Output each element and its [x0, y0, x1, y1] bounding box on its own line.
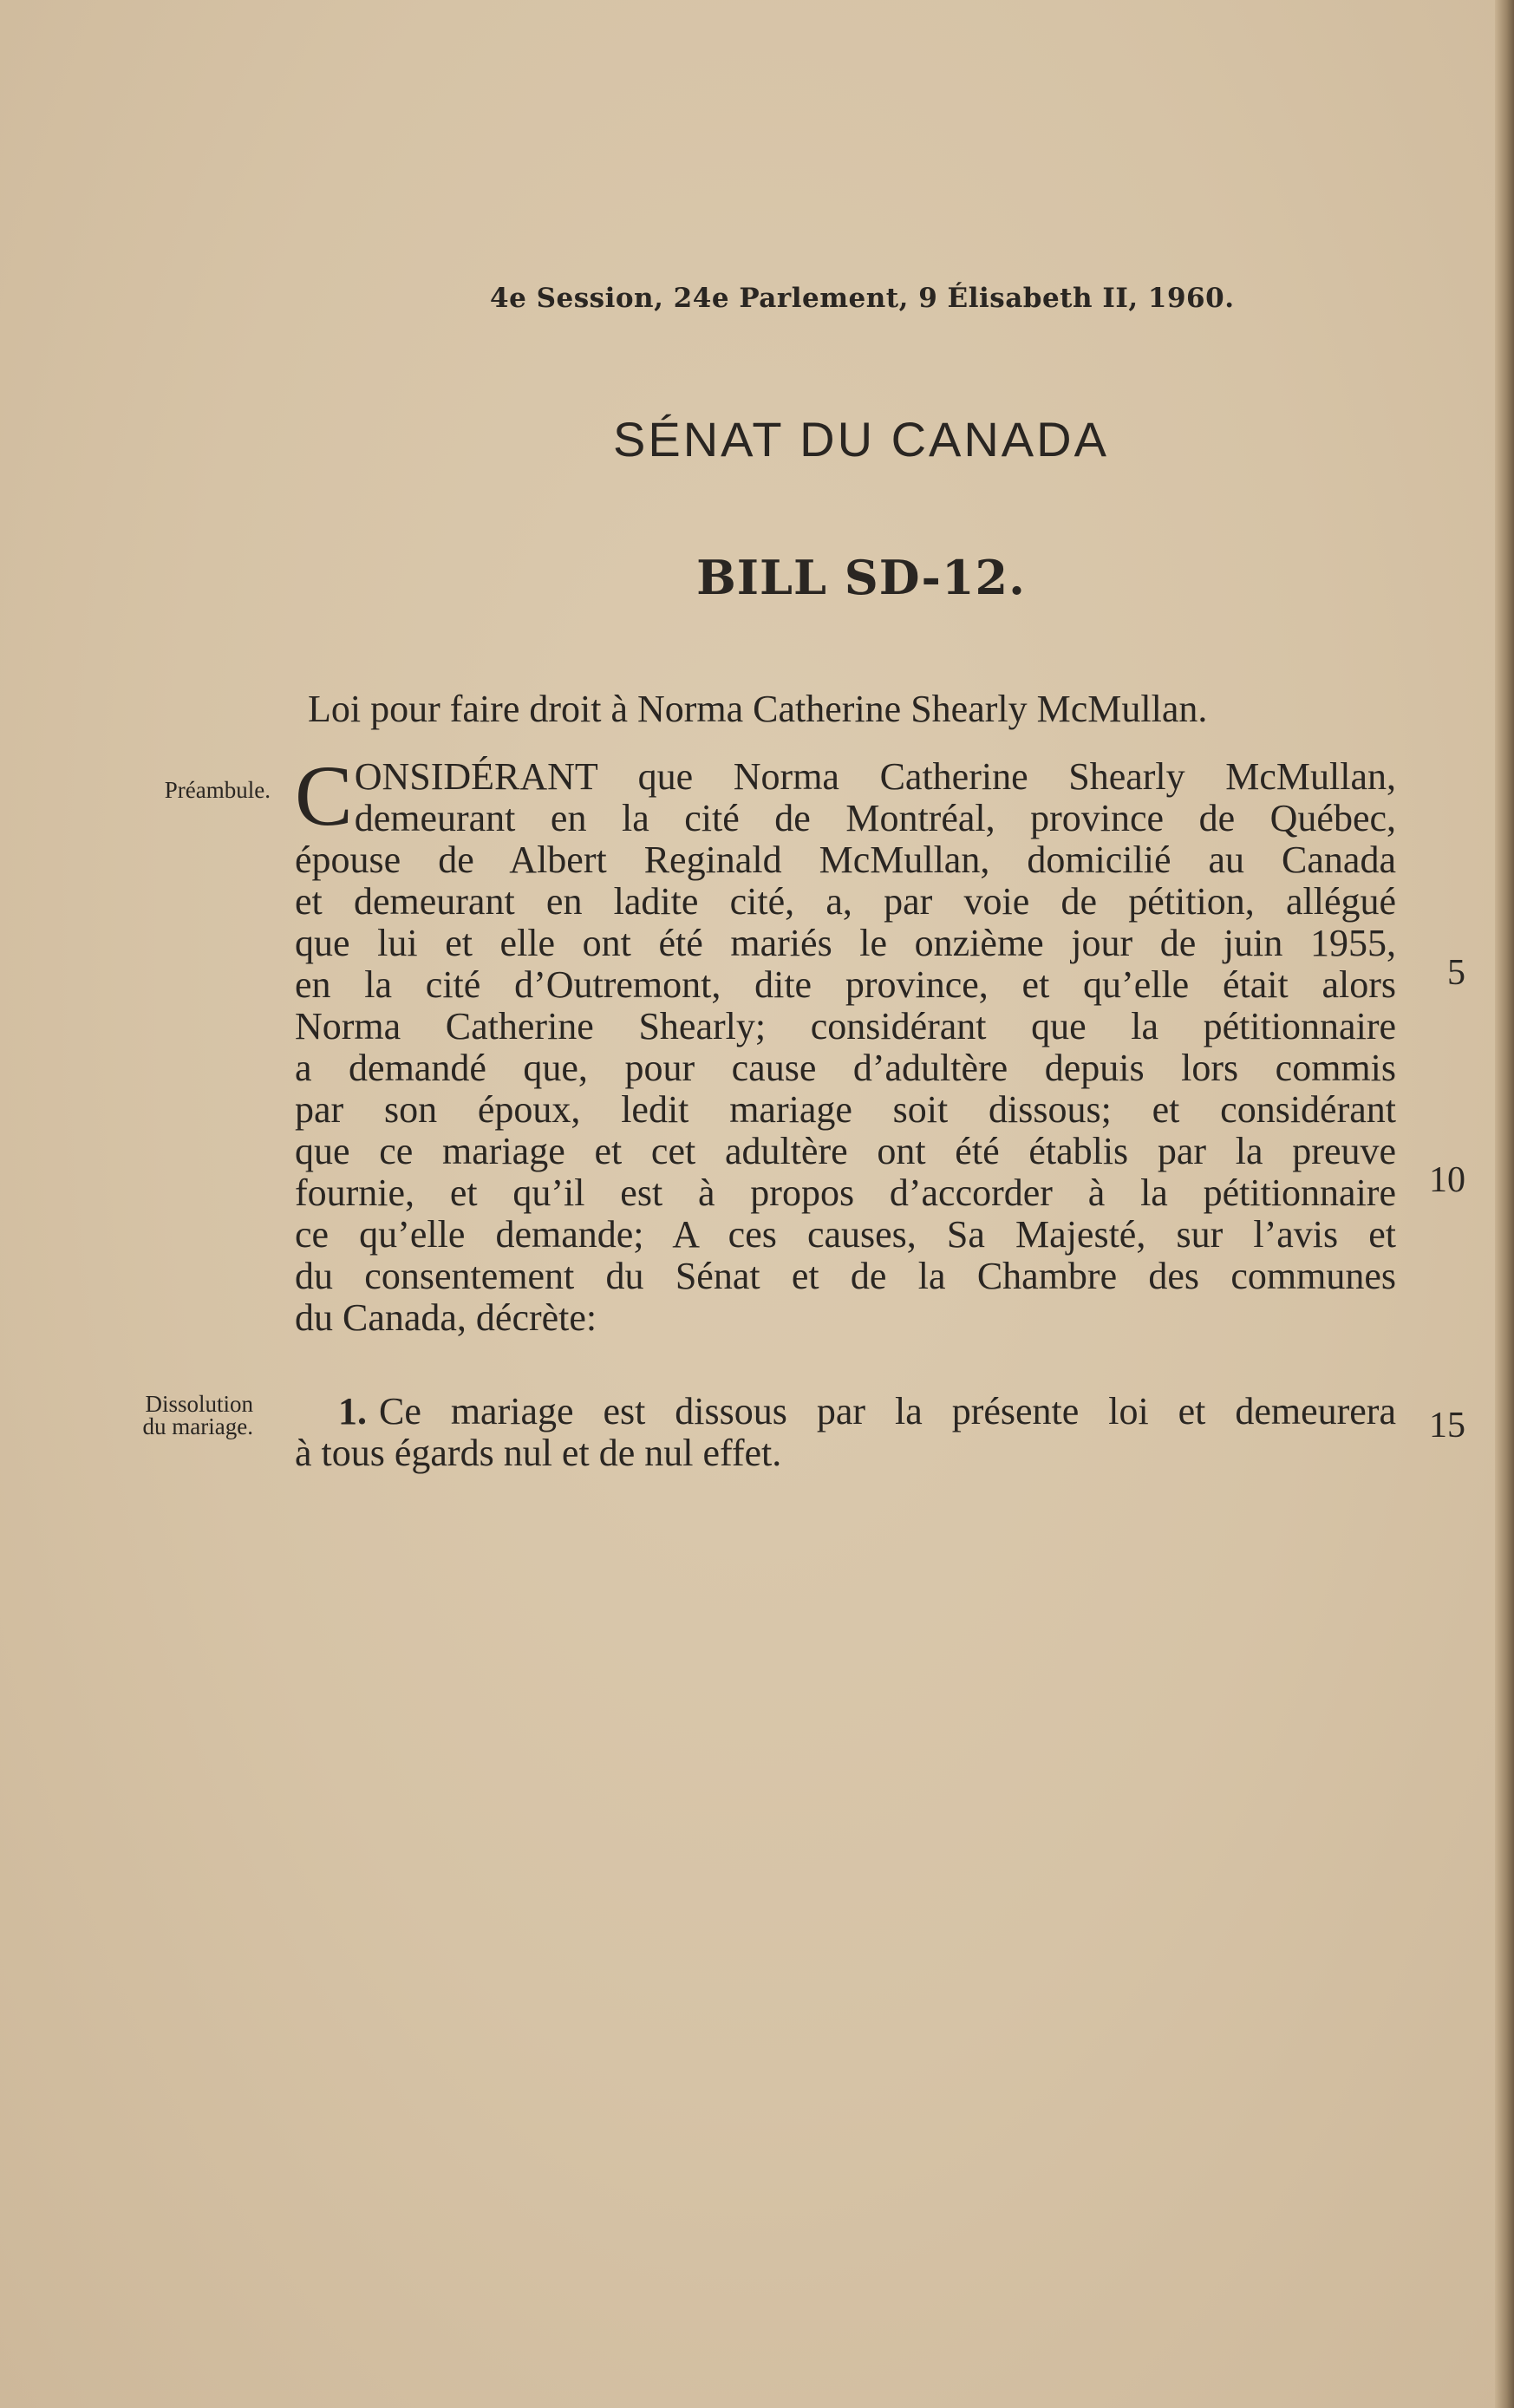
bill-title: Loi pour faire droit à Norma Catherine Shearly McMullan. — [308, 688, 1208, 730]
line-number: 15 — [1429, 1406, 1465, 1445]
preamble-line: ce qu’elle demande; A ces causes, Sa Majesté, sur l’avis et — [295, 1213, 1396, 1256]
section-1-line — [295, 1391, 1396, 1432]
section-number: 1. — [338, 1390, 367, 1432]
preamble-line: que lui et elle ont été mariés le onzième jour de juin 1955, — [295, 922, 1396, 964]
section-1 — [295, 1391, 1396, 1474]
line-number: 10 — [1429, 1160, 1465, 1200]
preamble-line: a demandé que, pour cause d’adultère depuis lors commis — [295, 1047, 1396, 1089]
margin-note-dissolution-line1: Dissolution — [145, 1391, 253, 1417]
bill-number: BILL SD-12. — [696, 550, 1026, 605]
margin-note-dissolution-line2: du mariage. — [142, 1413, 253, 1439]
preamble-text — [295, 747, 1396, 1339]
preamble-line: du Canada, décrète: — [295, 1296, 597, 1339]
session-header: 4e Session, 24e Parlement, 9 Élisabeth II, 1960. — [490, 283, 1235, 314]
preamble-line: ONSIDÉRANT que Norma Catherine Shearly McMullan, — [354, 755, 1396, 798]
preamble-line: du consentement du Sénat et de la Chambre des communes — [295, 1255, 1396, 1297]
preamble-line: épouse de Albert Reginald McMullan, domicilié au Canada — [295, 839, 1396, 881]
preamble-line: fournie, et qu’il est à propos d’accorder à la pétitionnaire — [295, 1171, 1396, 1214]
preamble-line: demeurant en la cité de Montréal, province de Québec, — [354, 797, 1396, 839]
preamble-line: et demeurant en ladite cité, a, par voie de pétition, allégué — [295, 880, 1396, 923]
margin-note-dissolution — [80, 1393, 253, 1438]
margin-note-preamble: Préambule. — [164, 777, 271, 803]
section-1-text: Ce mariage est dissous par la présente loi et demeurera — [379, 1390, 1396, 1432]
preamble-line: Norma Catherine Shearly; considérant que la pétitionnaire — [295, 1005, 1396, 1047]
preamble-line: que ce mariage et cet adultère ont été établis par la preuve — [295, 1130, 1396, 1172]
preamble-line: en la cité d’Outremont, dite province, et qu’elle était alors — [295, 963, 1396, 1006]
page-edge — [1495, 0, 1514, 2408]
chamber-title: SÉNAT DU CANADA — [613, 412, 1109, 467]
section-1-line: à tous égards nul et de nul effet. — [295, 1432, 782, 1474]
drop-cap: C — [295, 747, 353, 844]
line-number: 5 — [1447, 953, 1465, 993]
preamble-line: par son époux, ledit mariage soit dissous; et considérant — [295, 1088, 1396, 1131]
